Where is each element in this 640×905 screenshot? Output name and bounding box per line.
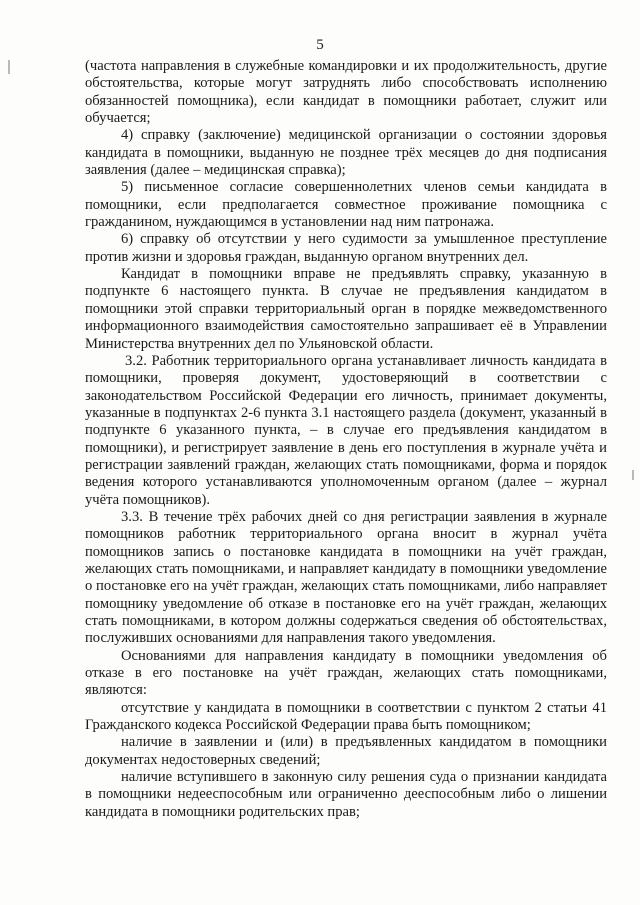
paragraph-item-4: 4) справку (заключение) медицинской организации о состоянии здоровья кандидата в помощники, выданную не позднее трёх месяцев до дня подписания заявления (далее – медицинская справка); (85, 127, 607, 179)
paragraph-section-3-2: 3.2. Работник территориального органа устанавливает личность кандидата в помощники, проверяя документ, удостоверяющий в соответствии с законодательством Российской Федерации его личность, принимает документы, указанные в подпунктах 2-6 пункта 3.1 настоящего раздела (документ, указанный в подпункте 6 указанного пункта, – в случае его предъявления кандидатом в помощники), и регистрирует заявление в день его поступления в журнале учёта и регистрации заявлений граждан, желающих стать помощниками, форма и порядок ведения которого устанавливаются уполномоченным органом (далее – журнал учёта помощников). (85, 352, 607, 508)
paragraph-ground-2: наличие в заявлении и (или) в предъявленных кандидатом в помощники документах недостоверных сведений; (85, 734, 607, 768)
paragraph-item-5: 5) письменное согласие совершеннолетних членов семьи кандидата в помощники, если предполагается совместное проживание помощника с гражданином, нуждающимся в установлении над ним патронажа. (85, 179, 607, 231)
paragraph-ground-1: отсутствие у кандидата в помощники в соответствии с пунктом 2 статьи 41 Гражданского кодекса Российской Федерации права быть помощником; (85, 699, 607, 734)
paragraph-continuation: (частота направления в служебные командировки и их продолжительность, другие обстоятельства, которые могут затруднять либо способствовать исполнению обязанностей помощника), если кандидат в помощники работает, служит или обучается; (85, 58, 607, 127)
scan-edge-mark (632, 470, 634, 480)
document-body (85, 58, 607, 821)
paragraph-item-6: 6) справку об отсутствии у него судимости за умышленное преступление против жизни и здоровья граждан, выданную органом внутренних дел. (85, 231, 607, 265)
page-number: 5 (316, 37, 324, 53)
paragraph-section-3-3: 3.3. В течение трёх рабочих дней со дня регистрации заявления в журнале помощников работник территориального органа вносит в журнал учёта помощников запись о постановке кандидата в помощники на учёт граждан, желающих стать помощниками, и направляет кандидату в помощники уведомление о постановке его на учёт граждан, желающих стать помощниками, либо направляет помощнику уведомление об отказе в постановке его на учёт граждан, желающих стать помощниками, в котором должны содержаться сведения об обстоятельствах, послуживших основаниями для направления такого уведомления. (85, 508, 607, 647)
paragraph-ground-3: наличие вступившего в законную силу решения суда о признании кандидата в помощники недееспособным или ограниченно дееспособным либо о лишении кандидата в помощники родительских прав; (85, 769, 607, 820)
scan-edge-mark (8, 60, 10, 74)
paragraph-candidate-rights: Кандидат в помощники вправе не предъявлять справку, указанную в подпункте 6 настоящего пункта. В случае не предъявления кандидатом в помощники этой справки территориальный орган в порядке межведомственного информационного взаимодействия самостоятельно запрашивает её в Управлении Министерства внутренних дел по Ульяновской области. (85, 266, 607, 352)
paragraph-refusal-grounds: Основаниями для направления кандидату в помощники уведомления об отказе в его постановке на учёт граждан, желающих стать помощниками, являются: (85, 647, 607, 699)
